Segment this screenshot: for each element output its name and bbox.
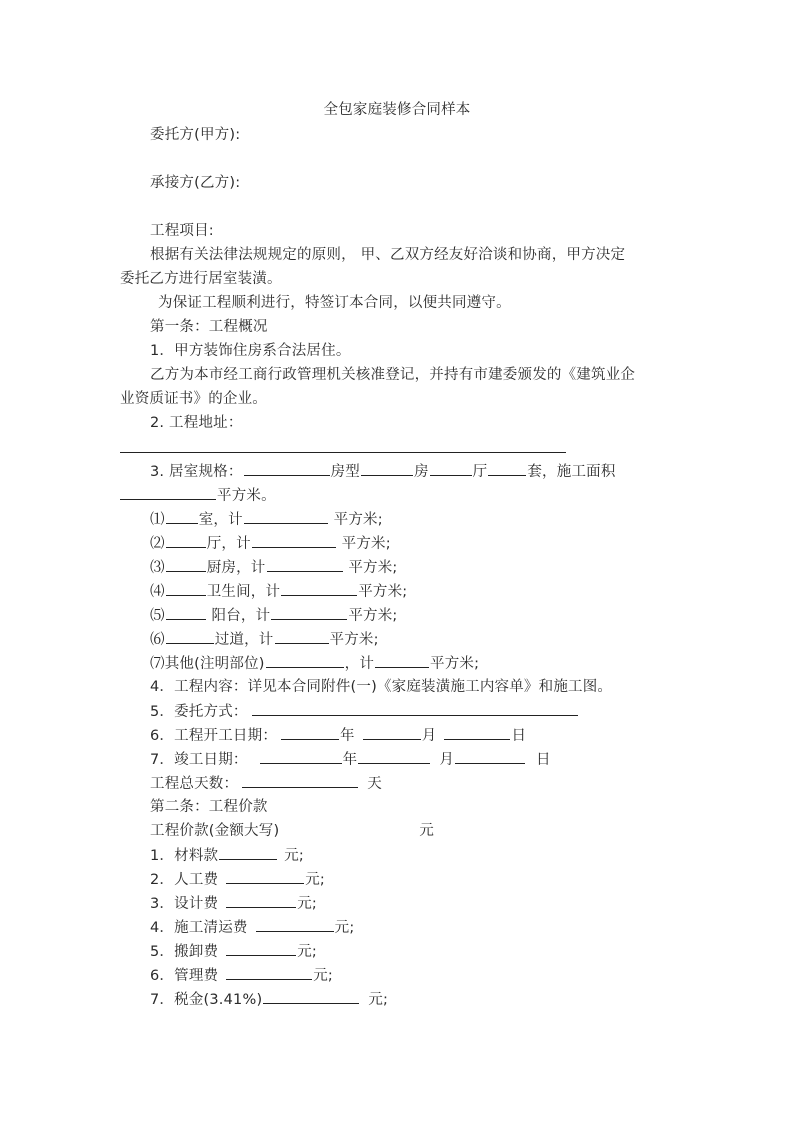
room-item-2 — [150, 533, 391, 554]
fee-item-1 — [150, 845, 304, 866]
room-unit: 平方米; — [358, 584, 408, 600]
room-area-blank[interactable] — [375, 653, 429, 668]
room-item-4 — [150, 581, 407, 602]
area-unit: 平方米。 — [217, 488, 276, 504]
article2-heading: 第二条：工程价款 — [150, 799, 268, 815]
room-count-blank[interactable] — [166, 629, 214, 644]
contractor-label: 承接方(乙方): — [150, 175, 241, 191]
qualification-line1: 乙方为本市经工商行政管理机关核准登记，并持有市建委颁发的《建筑业企 — [150, 367, 636, 383]
article1-item7-end-date — [150, 749, 551, 770]
year-label: 年 — [342, 752, 358, 768]
room-item-5 — [150, 605, 398, 626]
room-unit: 平方米; — [336, 536, 391, 552]
room-count-blank[interactable] — [166, 509, 198, 524]
room-spec-blank[interactable] — [244, 461, 330, 476]
halls-blank[interactable] — [430, 461, 472, 476]
article1-heading: 第一条：工程概况 — [150, 319, 268, 335]
end-year-blank[interactable] — [260, 749, 342, 764]
room-name: 厅，计 — [206, 536, 251, 552]
fee-label: 6．管理费 — [150, 968, 219, 984]
rooms-blank[interactable] — [361, 461, 413, 476]
room-area-blank[interactable] — [271, 605, 347, 620]
fee-blank[interactable] — [256, 917, 334, 932]
construction-area-line — [120, 485, 276, 506]
room-count-blank[interactable] — [166, 533, 206, 548]
room-name-suffix: ，计 — [344, 656, 375, 672]
start-date-label: 6．工程开工日期： — [150, 728, 278, 744]
intro-paragraph-line3: 为保证工程顺利进行，特签订本合同，以便共同遵守。 — [158, 295, 511, 311]
room-item-3 — [150, 557, 398, 578]
method-label: 5．委托方式： — [150, 704, 248, 720]
total-days-line — [150, 773, 382, 794]
fee-item-3 — [150, 893, 317, 914]
fee-label: 1．材料款 — [150, 848, 219, 864]
document-title: 全包家庭装修合同样本 — [323, 102, 471, 118]
year-label: 年 — [340, 728, 355, 744]
start-year-blank[interactable] — [281, 725, 339, 740]
days-unit: 天 — [367, 776, 382, 792]
house-type-label: 房型 — [330, 464, 360, 480]
construction-area-blank[interactable] — [120, 485, 216, 500]
fee-label: 5．搬卸费 — [150, 944, 219, 960]
fee-blank[interactable] — [226, 941, 296, 956]
intro-paragraph-line1: 根据有关法律法规规定的原则， 甲、乙双方经友好洽谈和协商，甲方决定 — [150, 247, 626, 263]
room-count-blank[interactable] — [166, 557, 206, 572]
room-area-blank[interactable] — [275, 629, 329, 644]
room-spec-label: 3. 居室规格： — [150, 464, 243, 480]
client-label: 委托方(甲方): — [150, 127, 241, 143]
fee-unit: 元; — [305, 872, 326, 888]
fee-unit: 元; — [284, 848, 305, 864]
room-name: 过道，计 — [214, 632, 274, 648]
room-name: 其他(注明部位) — [164, 656, 265, 672]
day-label: 日 — [511, 728, 527, 744]
room-unit: 平方米; — [430, 656, 480, 672]
room-num: ⑸ — [150, 608, 165, 624]
room-count-blank[interactable] — [166, 581, 206, 596]
end-month-blank[interactable] — [358, 749, 430, 764]
article1-item1: 1．甲方装饰住房系合法居住。 — [150, 343, 351, 359]
fee-item-5 — [150, 941, 317, 962]
fee-label: 4．施工清运费 — [150, 920, 248, 936]
fee-blank[interactable] — [226, 869, 304, 884]
article1-item2-address: 2. 工程地址： — [150, 415, 243, 431]
room-area-blank[interactable] — [267, 557, 343, 572]
start-month-blank[interactable] — [363, 725, 421, 740]
halls-label: 厅 — [472, 464, 488, 480]
fee-unit: 元; — [297, 896, 318, 912]
price-line — [150, 821, 434, 841]
fee-blank[interactable] — [263, 989, 359, 1004]
room-num: ⑹ — [150, 632, 165, 648]
room-item-7 — [150, 653, 479, 674]
fee-blank[interactable] — [226, 893, 296, 908]
fee-item-2 — [150, 869, 325, 890]
suites-label: 套，施工面积 — [527, 464, 616, 480]
room-num: ⑶ — [150, 560, 165, 576]
month-label: 月 — [421, 728, 437, 744]
article1-item4-content: 4．工程内容：详见本合同附件(一)《家庭装潢施工内容单》和施工图。 — [150, 679, 613, 695]
fee-unit: 元; — [334, 920, 355, 936]
fee-item-7 — [150, 989, 388, 1010]
fee-item-6 — [150, 965, 333, 986]
fee-label: 3．设计费 — [150, 896, 219, 912]
room-item-6 — [150, 629, 379, 650]
fee-label: 7．税金(3.41%) — [150, 992, 263, 1008]
rooms-label: 房 — [413, 464, 429, 480]
suites-blank[interactable] — [488, 461, 526, 476]
article1-item5-method — [150, 701, 579, 722]
fee-unit: 元; — [297, 944, 318, 960]
room-area-blank[interactable] — [244, 509, 328, 524]
total-days-label: 工程总天数： — [150, 776, 239, 792]
method-blank[interactable] — [252, 701, 578, 716]
room-unit: 平方米; — [343, 560, 398, 576]
room-num: ⑷ — [150, 584, 165, 600]
room-name: 室，计 — [198, 512, 243, 528]
room-unit: 平方米; — [328, 512, 383, 528]
price-unit: 元 — [419, 823, 435, 839]
fee-unit: 元; — [368, 992, 389, 1008]
qualification-line2: 业资质证书》的企业。 — [120, 391, 267, 407]
price-label: 工程价款(金额大写) — [150, 823, 280, 839]
other-part-blank[interactable] — [266, 653, 344, 668]
start-day-blank[interactable] — [444, 725, 510, 740]
fee-label: 2．人工费 — [150, 872, 219, 888]
room-area-blank[interactable] — [281, 581, 357, 596]
project-label: 工程项目: — [150, 223, 214, 239]
address-blank-line[interactable] — [120, 452, 566, 453]
room-num: ⑺ — [150, 656, 165, 672]
month-label: 月 — [439, 752, 455, 768]
article1-item3-room-spec — [150, 461, 616, 482]
fee-blank[interactable] — [226, 965, 312, 980]
room-unit: 平方米; — [348, 608, 398, 624]
day-label: 日 — [536, 752, 551, 768]
room-item-1 — [150, 509, 383, 530]
room-unit: 平方米; — [329, 632, 379, 648]
room-name: 阳台，计 — [206, 608, 271, 624]
room-num: ⑴ — [150, 512, 165, 528]
room-name: 厨房，计 — [206, 560, 266, 576]
fee-item-4 — [150, 917, 354, 938]
fee-unit: 元; — [313, 968, 334, 984]
fee-blank[interactable] — [219, 845, 277, 860]
room-area-blank[interactable] — [252, 533, 336, 548]
room-name: 卫生间，计 — [206, 584, 281, 600]
room-count-blank[interactable] — [166, 605, 206, 620]
intro-paragraph-line2: 委托乙方进行居室装潢。 — [120, 271, 282, 287]
article1-item6-start-date — [150, 725, 526, 746]
room-num: ⑵ — [150, 536, 165, 552]
end-date-label: 7．竣工日期： — [150, 752, 248, 768]
total-days-blank[interactable] — [242, 773, 358, 788]
end-day-blank[interactable] — [455, 749, 525, 764]
